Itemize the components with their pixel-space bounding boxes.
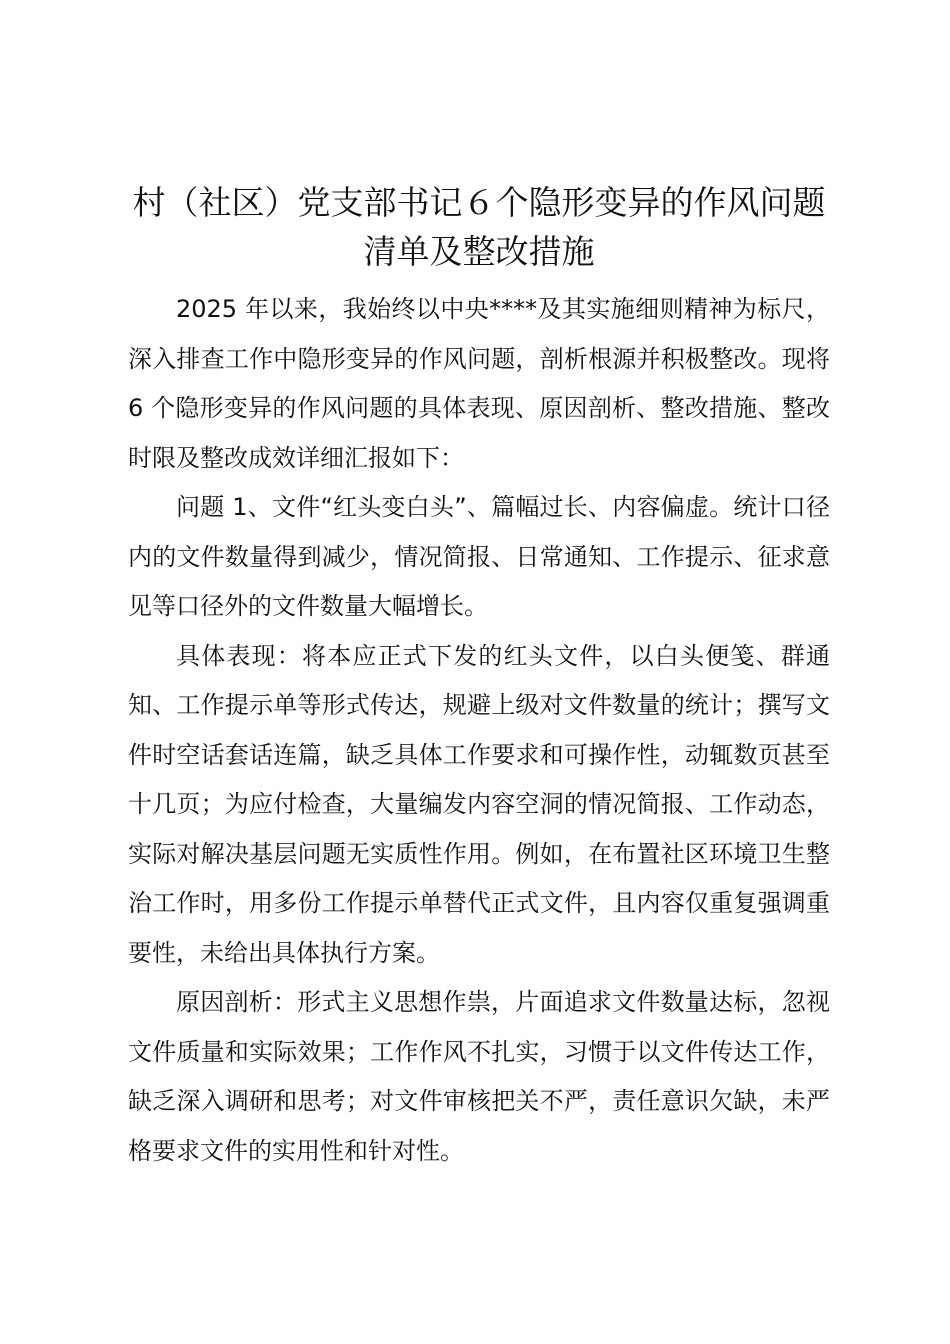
document-title: 村（社区）党支部书记６个隐形变异的作风问题清单及整改措施: [132, 183, 826, 271]
paragraph-problem-1: 问题 1、文件“红头变白头”、篇幅过长、内容偏虚。统计口径内的文件数量得到减少，情况简报、日常通知、工作提示、征求意见等口径外的文件数量大幅增长。: [128, 493, 830, 620]
paragraph-specific-manifestation: 具体表现：将本应正式下发的红头文件，以白头便笺、群通知、工作提示单等形式传达，规避上级对文件数量的统计；撰写文件时空话套话连篇，缺乏具体工作要求和可操作性，动辄数页甚至十几页；为应付检查，大量编发内容空洞的情况简报、工作动态，实际对解决基层问题无实质性作用。例如，在布置社区环境卫生整治工作时，用多份工作提示单替代正式文件，且内容仅重复强调重要性，未给出具体执行方案。: [128, 641, 830, 967]
paragraph-intro: 2025 年以来，我始终以中央****及其实施细则精神为标尺，深入排查工作中隐形变异的作风问题，剖析根源并积极整改。现将 6 个隐形变异的作风问题的具体表现、原因剖析、整改措施、整改时限及整改成效详细汇报如下：: [128, 295, 830, 472]
paragraph-cause-analysis: 原因剖析：形式主义思想作祟，片面追求文件数量达标，忽视文件质量和实际效果；工作作风不扎实，习惯于以文件传达工作，缺乏深入调研和思考；对文件审核把关不严，责任意识欠缺，未严格要求文件的实用性和针对性。: [128, 988, 830, 1165]
document-page: [128, 178, 830, 1176]
